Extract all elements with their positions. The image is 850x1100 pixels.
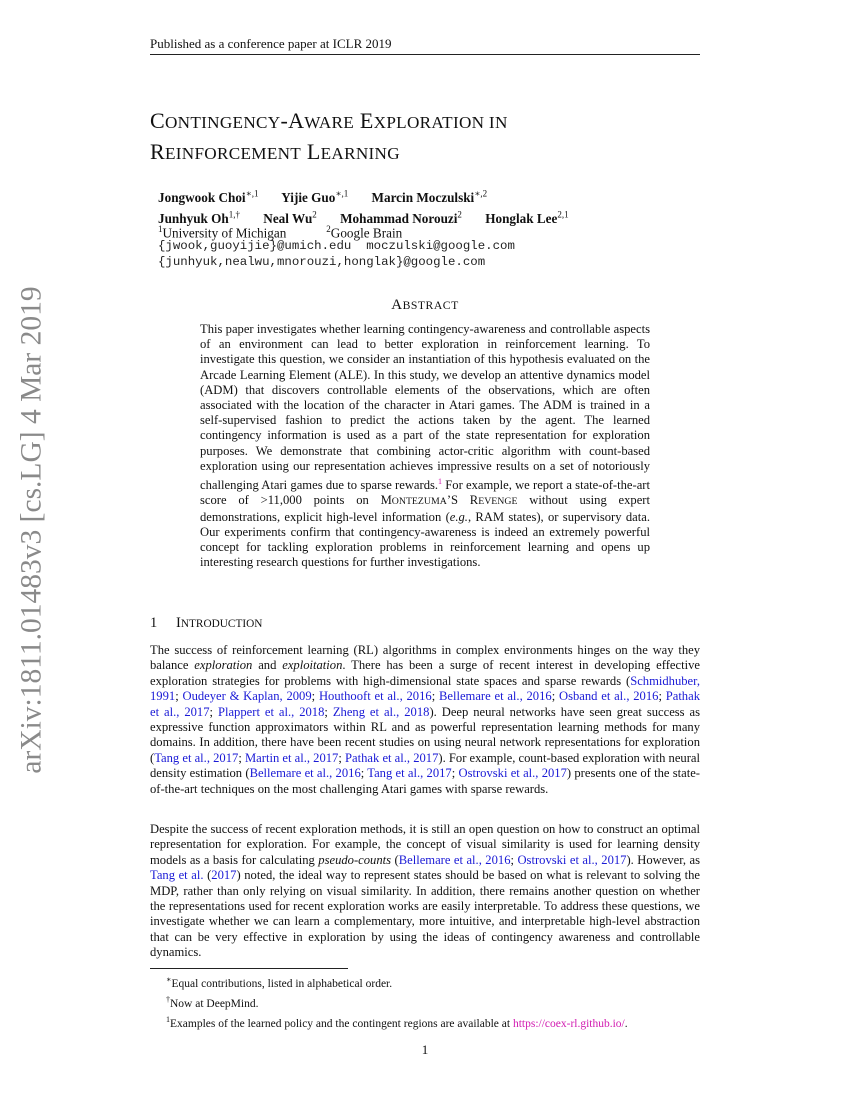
header-rule <box>150 54 700 55</box>
author: Jongwook Choi$^{∗,1}$ <box>158 189 259 206</box>
paper-title <box>150 106 710 168</box>
citation-link[interactable]: Zheng et al., 2018 <box>332 704 430 719</box>
title-line-2: REINFORCEMENT LEARNING <box>150 139 400 164</box>
footnote-marker-link[interactable]: 1 <box>438 477 443 487</box>
citation-link[interactable]: Pathak et al., 2017 <box>345 750 439 765</box>
author: Neal Wu$^2$ <box>263 209 317 226</box>
email-line-1: {jwook,guoyijie}@umich.edu moczulski@google.com <box>158 239 515 253</box>
title-line-1: CONTINGENCY-AWARE EXPLORATION IN <box>150 108 508 133</box>
citation-link[interactable]: Tang et al., 2017 <box>367 766 452 781</box>
running-header: Published as a conference paper at ICLR 2019 <box>150 36 392 51</box>
citation-link[interactable]: Schmidhuber, 1991 <box>150 673 700 704</box>
project-url-link[interactable]: https://coex-rl.github.io/ <box>512 1017 625 1030</box>
abstract-body: This paper investigates whether learning contingency-awareness and controllable aspects of an environment can lead to better exploration in reinforcement learning. To investigate this question, we consider an instantiation of this hypothesis evaluated on the Arcade Learning Element (ALE). In this study, we develop an attentive dynamics model (ADM) that discovers controllable elements of the observations, which are often associated with the location of the character in Atari games. The ADM is trained in a self-supervised fashion to predict the actions taken by the agent. The learned contingency information is used as a part of the state representation for exploration purposes. We demonstrate that combining actor-critic algorithm with count-based exploration using our representation achieves impressive results on a set of notoriously challenging Atari games due to sparse rewards.$^1$ For example, we report a state-of-the-art score of >11,000 points on MONTEZUMA’S REVENGE without using expert demonstrations, explicit high-level information (e.g., RAM states), or supervisory data. Our experiments confirm that contingency-awareness is indeed an extremely powerful concept for tackling exploration problems in reinforcement learning and opens up interesting research questions for further investigations. <box>200 322 650 570</box>
footnotes <box>166 972 706 1031</box>
citation-link[interactable]: Bellemare et al., 2016 <box>398 852 511 867</box>
section-heading-introduction: 1 INTRODUCTION <box>150 615 263 631</box>
citation-link[interactable]: Oudeyer & Kaplan, 2009 <box>182 689 312 704</box>
author: Yijie Guo$^{∗,1}$ <box>281 189 349 206</box>
arxiv-id: arXiv:1811.01483v3 [cs.LG] 4 Mar 2019 <box>15 286 48 774</box>
author: Junhyuk $Oh^{1,\dagger}$ <box>158 209 240 226</box>
citation-link[interactable]: Houthooft et al., 2016 <box>318 689 432 704</box>
email-line-2: {junhyuk,nealwu,mnorouzi,honglak}@google.com <box>158 255 486 269</box>
citation-link[interactable]: Ostrovski et al., 2017 <box>458 766 567 781</box>
author-row-1 <box>158 186 589 206</box>
abstract-heading: ABSTRACT <box>391 297 459 313</box>
arxiv-sidebar <box>12 286 52 774</box>
citation-link[interactable]: Martin et al., 2017 <box>244 750 339 765</box>
footnote: ∗Equal contributions, listed in alphabetical order. <box>166 975 393 990</box>
page-number: 1 <box>421 1042 429 1057</box>
intro-paragraph-2: Despite the success of recent exploration methods, it is still an open question on how to construct an optimal representation for exploration. For example, the concept of visual similarity is used for learning density models as a basis for calculating pseudo-counts (Bellemare et al., 2016; Ostrovski et al., 2017). However, as Tang et al. (2017) noted, the ideal way to represent states should be based on what is relevant to solving the MDP, rather than only relying on visual similarity. In addition, there remains another question on whether the representations used for recent exploration works are easily interpretable. To address these questions, we investigate whether we can learn a complementary, more intuitive, and interpretable high-level abstraction that can be very effective in exploration by using the ideas of contingency awareness and controllable dynamics. <box>150 822 701 960</box>
footnote: $^1$Examples of the learned policy and the contingent regions are available at https://coex-rl.github.io/. <box>166 1014 628 1030</box>
author: Marcin Moczulski$^{∗,2}$ <box>371 189 488 206</box>
citation-link[interactable]: Tang et al. <box>150 868 204 883</box>
citation-link[interactable]: Ostrovski et al., 2017 <box>517 852 627 867</box>
citation-link[interactable]: Plappert et al., 2018 <box>217 704 325 719</box>
citation-link[interactable]: 2017 <box>211 868 237 883</box>
affiliation: $^2$Google Brain <box>326 224 403 241</box>
footnote-rule <box>150 968 348 969</box>
citation-link[interactable]: Pathak et al., 2017 <box>150 689 700 719</box>
citation-link[interactable]: Tang et al., 2017 <box>154 750 239 765</box>
footnote: †Now at DeepMind. <box>166 994 259 1010</box>
intro-paragraph-1: The success of reinforcement learning (RL) algorithms in complex environments hinges on the way they balance exploration and exploitation. There has been a surge of recent interest in developing effective exploration strategies for problems with high-dimensional state spaces and sparse rewards (Schmidhuber, 1991; Oudeyer & Kaplan, 2009; Houthooft et al., 2016; Bellemare et al., 2016; Osband et al., 2016; Pathak et al., 2017; Plappert et al., 2018; Zheng et al., 2018). Deep neural networks have seen great success as expressive function approximators within RL and as powerful representation learning methods for many domains. In addition, there have been recent studies on using neural network representations for exploration (Tang et al., 2017; Martin et al., 2017; Pathak et al., 2017). For example, count-based exploration with neural density estimation (Bellemare et al., 2016; Tang et al., 2017; Ostrovski et al., 2017) presents one of the state-of-the-art techniques on the most challenging Atari games with sparse rewards. <box>150 643 701 796</box>
author: Honglak Lee$^{2,1}$ <box>485 209 569 226</box>
citation-link[interactable]: Bellemare et al., 2016 <box>249 766 361 781</box>
citation-link[interactable]: Bellemare et al., 2016 <box>438 689 552 704</box>
citation-link[interactable]: Osband et al., 2016 <box>558 689 659 704</box>
author: Mohammad Norouzi$^2$ <box>340 209 462 226</box>
affiliation: $^1$University of Michigan <box>158 224 287 241</box>
